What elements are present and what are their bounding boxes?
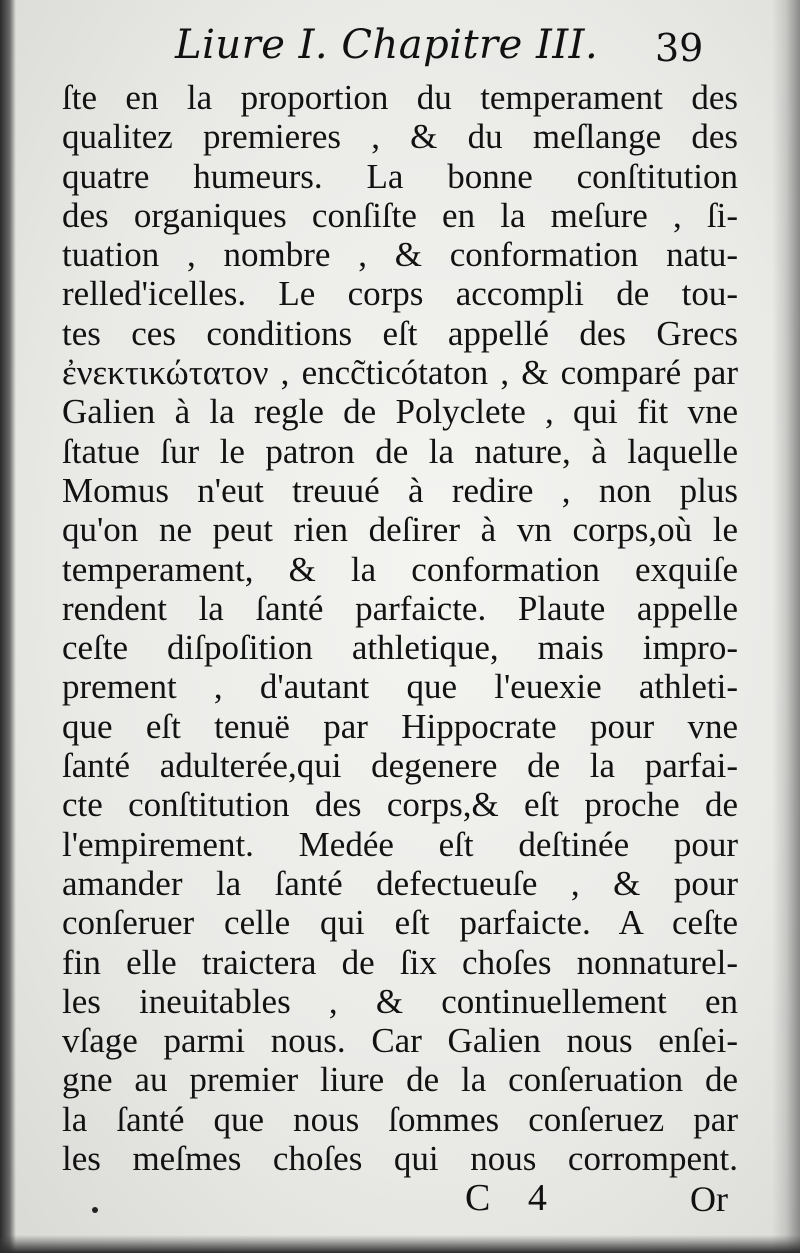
- text-line: amander la ſanté defectueuſe , & pour: [62, 863, 738, 903]
- text-line: cte conſtitution des corps,& eſt proche de: [62, 785, 738, 825]
- text-line: vſage parmi nous. Car Galien nous enſei-: [62, 1021, 738, 1061]
- text-line: fin elle traictera de ſix choſes nonnaturel-: [62, 942, 738, 982]
- text-line: quatre humeurs. La bonne conſtitution: [62, 156, 738, 196]
- text-line: temperament, & la conformation exquiſe: [62, 549, 738, 589]
- text-line: tes ces conditions eſt appellé des Grecs: [62, 313, 738, 353]
- text-line: l'empirement. Medée eſt deſtinée pour: [62, 824, 738, 864]
- text-line: relled'icelles. Le corps accompli de tou-: [62, 274, 738, 314]
- text-line: rendent la ſanté parfaicte. Plaute appelle: [62, 588, 738, 628]
- text-line: que eſt tenuë par Hippocrate pour vne: [62, 706, 738, 746]
- text-line: Momus n'eut treuué à redire , non plus: [62, 470, 738, 510]
- signature-mark: C 4: [465, 1177, 561, 1219]
- body-text: [62, 78, 738, 1178]
- page-footer: [0, 1176, 800, 1226]
- text-line: conſeruer celle qui eſt parfaicte. A ceſte: [62, 903, 738, 943]
- page-edge-shadow-bottom: [0, 1235, 800, 1253]
- text-line: les meſmes choſes qui nous corrompent.: [62, 1139, 738, 1179]
- text-line: qualitez premieres , & du meſlange des: [62, 117, 738, 157]
- text-line: qu'on ne peut rien deſirer à vn corps,où le: [62, 510, 738, 550]
- text-line: prement , d'autant que l'euexie athleti-: [62, 667, 738, 707]
- page-number: 39: [655, 26, 704, 70]
- text-line: des organiques conſiſte en la meſure , ſi-: [62, 195, 738, 235]
- page-edge-shadow-right: [772, 0, 800, 1253]
- text-line: les ineuitables , & continuellement en: [62, 981, 738, 1021]
- text-line: Galien à la regle de Polyclete , qui fit vne: [62, 392, 738, 432]
- text-line: ſtatue ſur le patron de la nature, à laquelle: [62, 431, 738, 471]
- text-line: tuation , nombre , & conformation natu-: [62, 235, 738, 275]
- catchword: Or: [690, 1179, 728, 1219]
- text-line: ceſte diſpoſition athletique, mais impro-: [62, 628, 738, 668]
- page-edge-shadow-left: [0, 0, 16, 1253]
- text-line: gne au premier liure de la conſeruation de: [62, 1060, 738, 1100]
- text-line: ſanté adulterée,qui degenere de la parfai-: [62, 746, 738, 786]
- text-line: ſte en la proportion du temperament des: [62, 78, 738, 117]
- text-line: la ſanté que nous ſommes conſeruez par: [62, 1099, 738, 1139]
- running-head: Liure I. Chapitre III.: [175, 22, 599, 68]
- ink-speck: [92, 1207, 98, 1213]
- text-line: ἐνεκτικώτατον , encc̃ticótaton , & comparé par: [62, 353, 738, 393]
- page-header: [0, 22, 800, 78]
